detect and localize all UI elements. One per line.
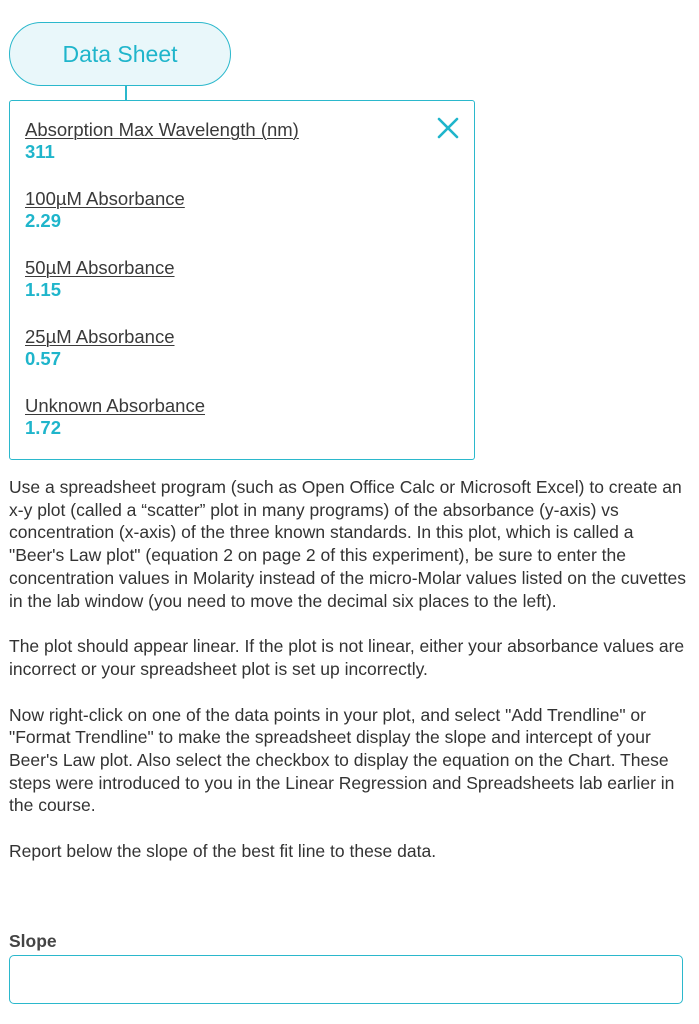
data-row-wavelength <box>25 119 424 188</box>
data-row-25um <box>25 326 424 395</box>
slope-label: Slope <box>9 931 57 951</box>
title-connector <box>125 86 127 101</box>
data-value: 311 <box>25 141 55 162</box>
instruction-paragraph: The plot should appear linear. If the plot is not linear, either your absorbance values are incorrect or your spreadsheet plot is set up incorrectly. <box>9 636 685 679</box>
instruction-paragraph: Report below the slope of the best fit line to these data. <box>9 841 437 862</box>
instruction-paragraph: Use a spreadsheet program (such as Open Office Calc or Microsoft Excel) to create an x-y plot (called a “scatter” plot in many programs) of the absorbance (y-axis) vs concentration (x-axis) of the three known standards. In this plot, which is called a "Beer's Law plot" (equation 2 on page 2 of this experiment), be sure to enter the concentration values in Molarity instead of the micro-Molar values listed on the cuvettes in the lab window (you need to move the decimal six places to the left). <box>9 477 686 611</box>
instruction-paragraph: Now right-click on one of the data points in your plot, and select "Add Trendline" or "Format Trendline" to make the spreadsheet display the slope and intercept of your Beer's Law plot. Also select the checkbox to display the equation on the Chart. These steps were introduced to you in the Linear Regression and Spreadsheets lab earlier in the course. <box>9 704 675 816</box>
data-label: 100µM Absorbance <box>25 188 185 209</box>
data-sheet-panel <box>9 100 475 460</box>
data-row-50um <box>25 257 424 326</box>
data-label: Absorption Max Wavelength (nm) <box>25 119 299 140</box>
data-sheet-rows <box>25 119 424 464</box>
data-row-unknown <box>25 395 424 464</box>
data-value: 0.57 <box>25 348 62 369</box>
instructions <box>9 476 693 886</box>
data-row-100um <box>25 188 424 257</box>
close-icon <box>435 115 461 141</box>
data-label: Unknown Absorbance <box>25 395 205 416</box>
data-value: 2.29 <box>25 210 62 231</box>
data-value: 1.15 <box>25 279 62 300</box>
slope-input[interactable] <box>9 955 683 1004</box>
close-button[interactable] <box>435 115 461 141</box>
data-label: 50µM Absorbance <box>25 257 175 278</box>
data-label: 25µM Absorbance <box>25 326 175 347</box>
data-sheet-title[interactable]: Data Sheet <box>9 22 231 86</box>
data-value: 1.72 <box>25 417 62 438</box>
